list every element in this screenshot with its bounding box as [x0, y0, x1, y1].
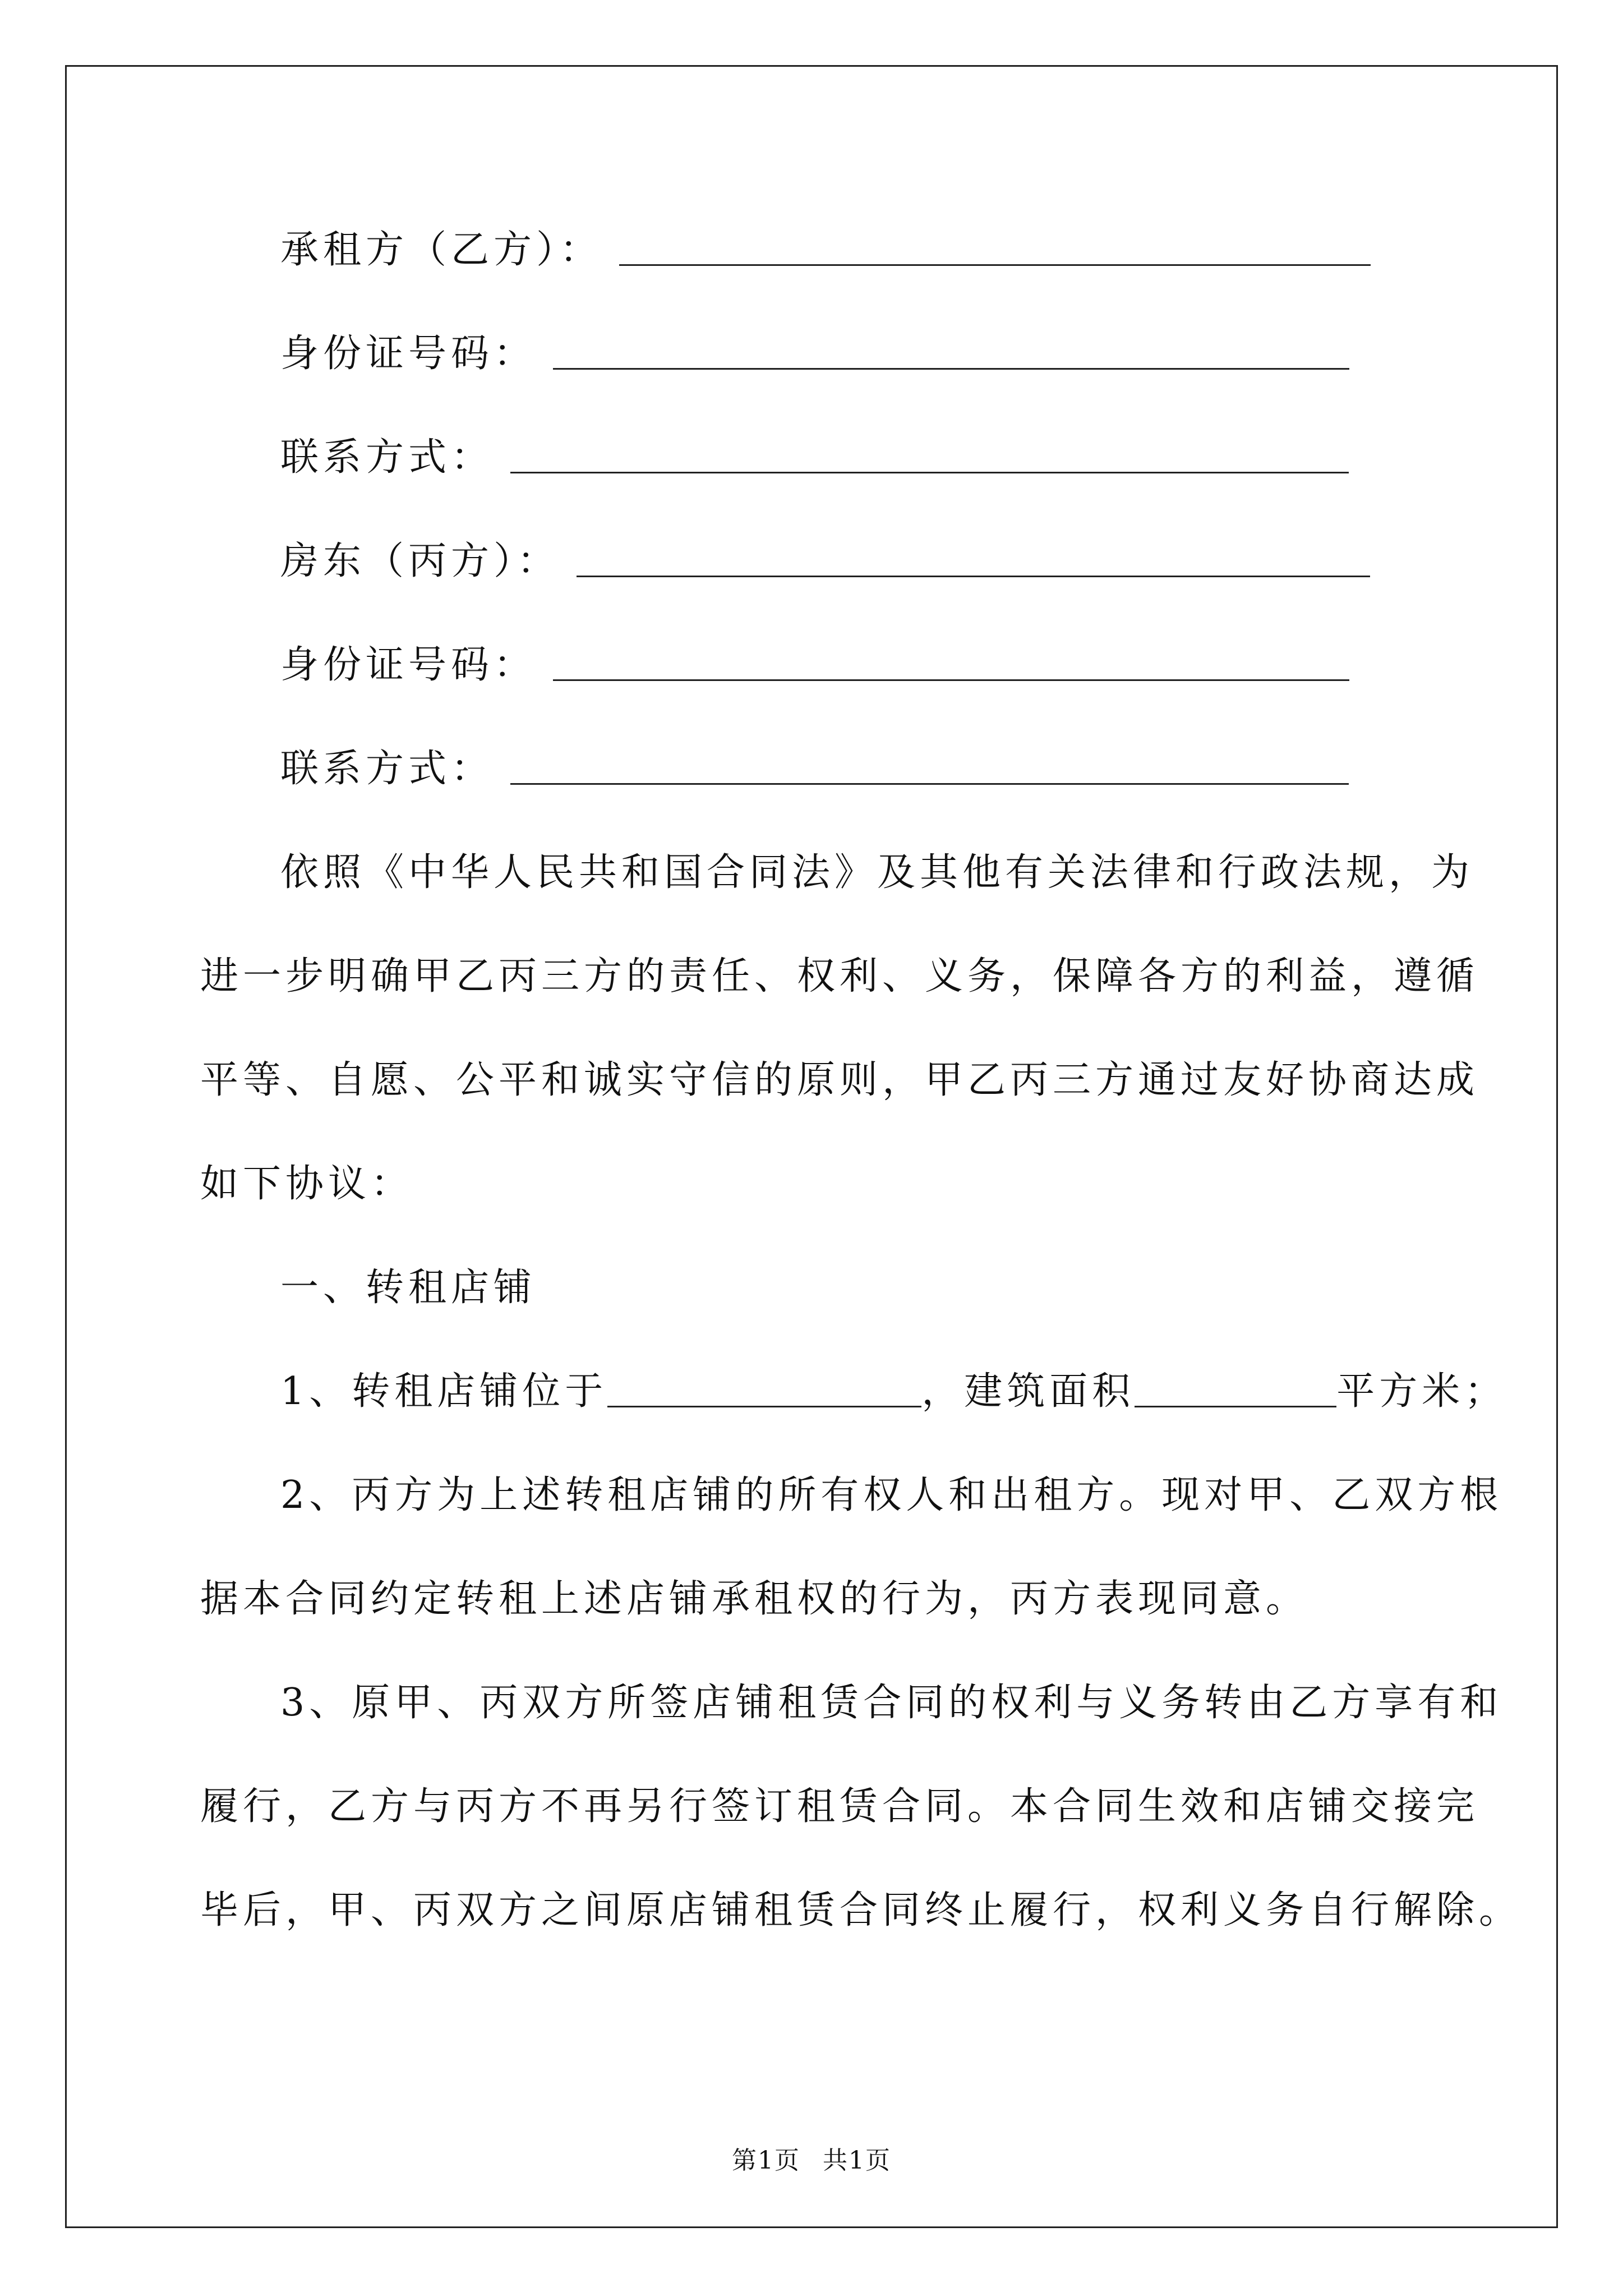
item-1-prefix: 1、转租店铺位于 — [280, 1369, 608, 1414]
area-blank[interactable] — [1135, 1374, 1336, 1407]
lessee-id-blank[interactable] — [553, 337, 1349, 370]
lessee-label: 承租方（乙方）： — [280, 228, 603, 272]
item-1-middle: ，建筑面积 — [921, 1369, 1135, 1414]
intro-line-2: 进一步明确甲乙丙三方的责任、权利、义务，保障各方的利益，遵循 — [200, 954, 1479, 999]
lessee-contact-field — [280, 435, 1349, 480]
page-total: 共1页 — [823, 2146, 891, 2175]
item-1-suffix: 平方米； — [1336, 1369, 1507, 1414]
item-3-line-2: 履行，乙方与丙方不再另行签订租赁合同。本合同生效和店铺交接完 — [200, 1784, 1479, 1829]
landlord-contact-field — [280, 747, 1349, 791]
lessee-id-label: 身份证号码： — [280, 332, 537, 376]
landlord-contact-label: 联系方式： — [280, 747, 494, 791]
item-2-line-2: 据本合同约定转租上述店铺承租权的行为，丙方表现同意。 — [200, 1577, 1309, 1621]
intro-line-4: 如下协议： — [200, 1162, 414, 1206]
lessee-contact-blank[interactable] — [510, 440, 1349, 473]
page-footer — [0, 2140, 1623, 2176]
landlord-contact-blank[interactable] — [510, 752, 1349, 785]
landlord-blank[interactable] — [577, 544, 1370, 577]
item-2-line-1: 2、丙方为上述转租店铺的所有权人和出租方。现对甲、乙双方根 — [280, 1473, 1503, 1517]
item-3-line-3: 毕后，甲、丙双方之间原店铺租赁合同终止履行，权利义务自行解除。 — [200, 1888, 1522, 1932]
landlord-id-label: 身份证号码： — [280, 643, 537, 687]
section-1-heading: 一、转租店铺 — [280, 1266, 537, 1310]
landlord-field — [280, 539, 1370, 583]
page-number: 第1页 — [732, 2146, 800, 2175]
location-blank[interactable] — [607, 1374, 921, 1407]
landlord-label: 房东（丙方）： — [280, 539, 560, 583]
landlord-id-blank[interactable] — [553, 648, 1349, 681]
intro-line-1: 依照《中华人民共和国合同法》及其他有关法律和行政法规，为 — [280, 850, 1474, 895]
lessee-field — [280, 228, 1371, 272]
item-3-line-1: 3、原甲、丙双方所签店铺租赁合同的权利与义务转由乙方享有和 — [280, 1681, 1503, 1725]
item-1 — [280, 1369, 1507, 1414]
lessee-id-field — [280, 332, 1349, 376]
landlord-id-field — [280, 643, 1349, 687]
intro-line-3: 平等、自愿、公平和诚实守信的原则，甲乙丙三方通过友好协商达成 — [200, 1058, 1479, 1102]
lessee-blank[interactable] — [619, 233, 1371, 266]
lessee-contact-label: 联系方式： — [280, 435, 494, 480]
